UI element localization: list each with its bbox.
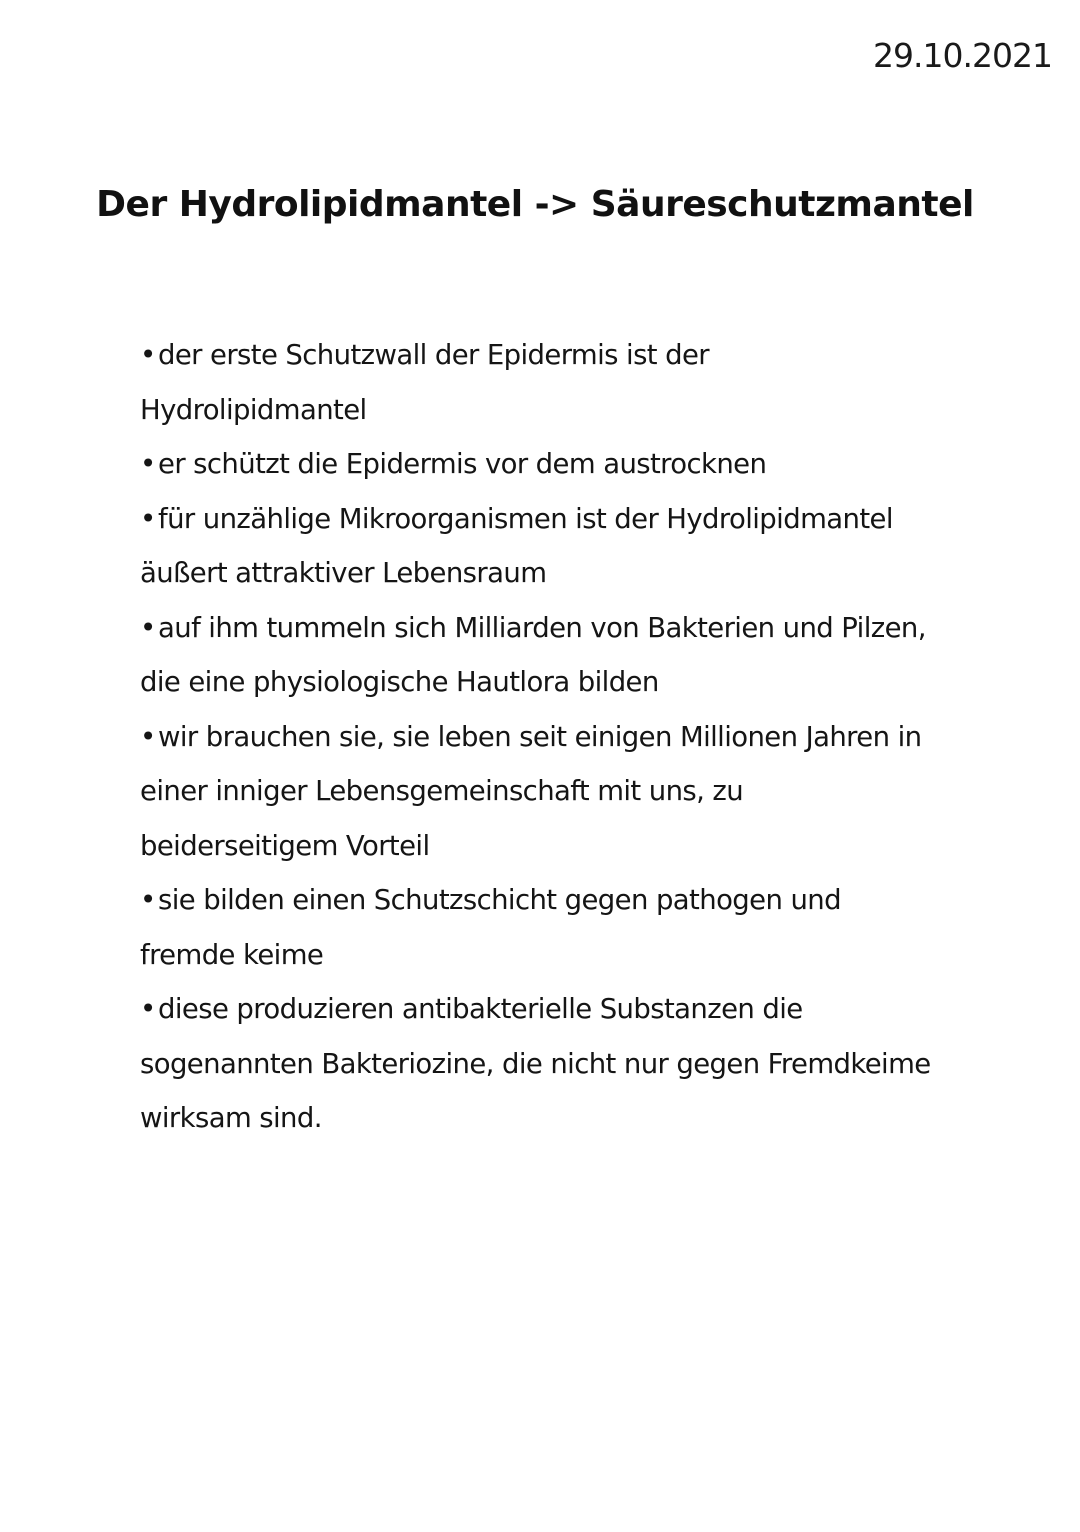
list-item <box>140 437 940 492</box>
list-item-text: für unzählige Mikroorganismen ist der Hydrolipidmantel äußert attraktiver Lebensraum <box>140 502 893 589</box>
date-label: 29.10.2021 <box>873 36 1052 75</box>
bullet-icon: • <box>140 502 156 535</box>
bullet-icon: • <box>140 993 156 1025</box>
list-item-text: wir brauchen sie, sie leben seit einigen Millionen Jahren in einer inniger Lebensgemeinschaft mit uns, zu beiderseitigem Vorteil <box>140 720 922 862</box>
list-item <box>140 873 940 982</box>
bullet-icon: • <box>140 720 156 753</box>
list-item <box>140 601 940 710</box>
page-title: Der Hydrolipidmantel -> Säureschutzmantel <box>96 184 974 225</box>
list-item-text: der erste Schutzwall der Epidermis ist der Hydrolipidmantel <box>140 339 709 426</box>
list-item <box>140 710 940 874</box>
list-item-text: sie bilden einen Schutzschicht gegen pathogen und fremde keime <box>140 884 841 971</box>
bullet-icon: • <box>140 884 156 916</box>
list-item-text: er schützt die Epidermis vor dem austrocknen <box>158 448 767 480</box>
list-item <box>140 328 940 437</box>
list-item <box>140 982 940 1146</box>
list-item <box>140 492 940 601</box>
list-item-text: auf ihm tummeln sich Milliarden von Bakterien und Pilzen, die eine physiologische Hautlora bilden <box>140 611 926 698</box>
bullet-icon: • <box>140 448 156 480</box>
bullet-list <box>140 328 940 1146</box>
list-item-text: diese produzieren antibakterielle Substanzen die sogenannten Bakteriozine, die nicht nur gegen Fremdkeime wirksam sind. <box>140 993 931 1134</box>
bullet-icon: • <box>140 339 156 371</box>
bullet-icon: • <box>140 611 156 644</box>
